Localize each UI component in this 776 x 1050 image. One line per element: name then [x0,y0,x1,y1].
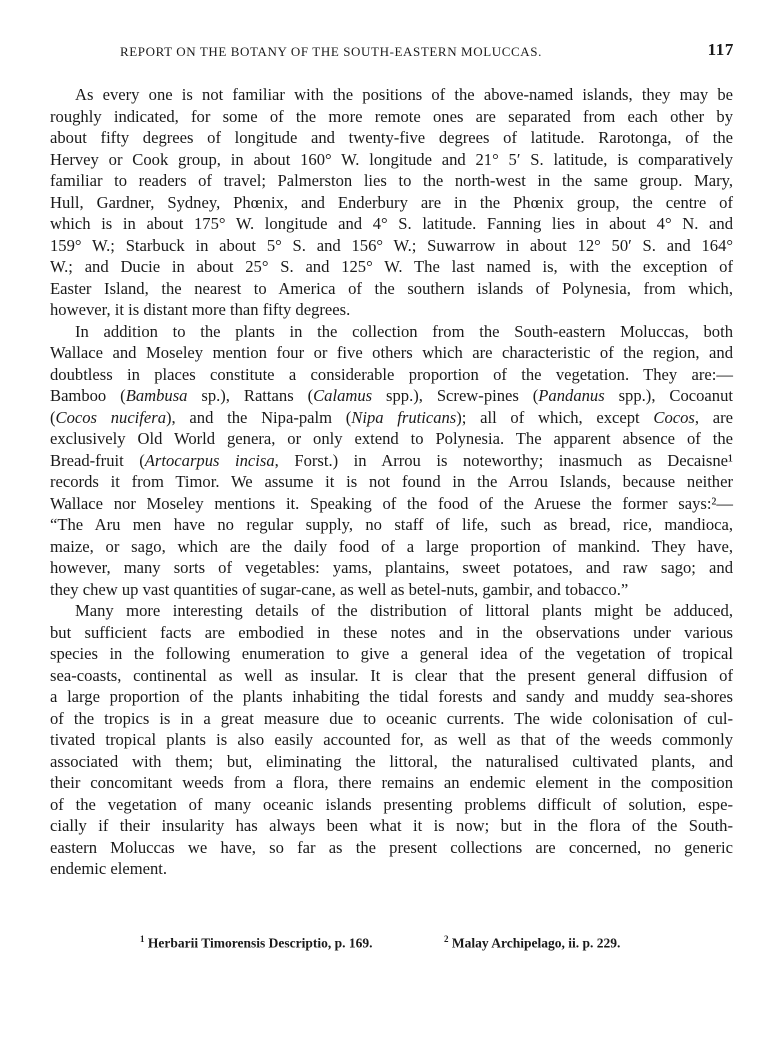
text-line: which is in about 175° W. longitude and 4° S. latitude. Fanning lies in about 4° N. and [50,214,733,233]
text-line: exclusively Old World genera, or only extend to Polynesia. The apparent absence of the [50,429,733,448]
footnote-1 [140,934,373,952]
footnote-text: Malay Archipelago, ii. p. 229. [451,935,621,951]
text-line: but sufficient facts are embodied in these notes and in the observations under various [50,622,733,642]
text-line: a large proportion of the plants inhabiting the tidal forests and sandy and muddy sea-shores [50,687,733,706]
text-line: Hervey or Cook group, in about 160° W. longitude and 21° 5′ S. latitude, is comparatively [50,149,733,169]
text-line: 159° W.; Starbuck in about 5° S. and 156° W.; Suwarrow in about 12° 50′ S. and 164° [50,235,733,255]
text-line: Wallace and Moseley mention four or five others which are characteristic of the region, and [50,343,733,362]
text-line: records it from Timor. We assume it is not found in the Arrou Islands, because neither [50,472,733,491]
footnote-mark: 2 [444,934,449,944]
text-line: eastern Moluccas we have, so far as the present collections are concerned, no generic [50,837,733,857]
text-line: cially if their insularity has always been what it is now; but in the flora of the South- [50,816,733,835]
text-line: doubtless in places constitute a considerable proportion of the vegetation. They are:— [50,364,733,384]
paragraph [50,600,733,880]
text-line: of the tropics is in a great measure due to oceanic currents. The wide colonisation of cul- [50,708,733,728]
text-line: Bamboo (Bambusa sp.), Rattans (Calamus spp.), Screw-pines (Pandanus spp.), Cocoanut [50,386,733,405]
footnote-text: Herbarii Timorensis Descriptio, p. 169. [147,935,373,951]
text-line: Hull, Gardner, Sydney, Phœnix, and Enderbury are in the Phœnix group, the centre of [50,192,733,212]
text-line: they chew up vast quantities of sugar-cane, as well as betel-nuts, gambir, and tobacco.” [50,579,629,599]
text-line: tivated tropical plants is also easily accounted for, as well as that of the weeds commonly [50,730,733,749]
text-line: Bread-fruit (Artocarpus incisa, Forst.) in Arrou is noteworthy; inasmuch as Decaisne¹ [50,450,734,470]
text-line: roughly indicated, for some of the more remote ones are separated from each other by [50,106,733,126]
text-line: In addition to the plants in the collection from the South-eastern Moluccas, both [75,321,733,341]
text-line: however, it is distant more than fifty degrees. [50,300,351,319]
text-line: sea-coasts, continental as well as insular. It is clear that the present general diffusion of [50,665,733,685]
text-line: maize, or sago, which are the daily food of a large proportion of mankind. They have, [50,536,733,556]
text-line: (Cocos nucifera), and the Nipa-palm (Nipa fruticans); all of which, except Cocos, are [50,407,733,427]
text-line: W.; and Ducie in about 25° S. and 125° W. The last named is, with the exception of [50,257,733,276]
footnote-2 [444,934,620,952]
text-line: about fifty degrees of longitude and twenty-five degrees of latitude. Rarotonga, of the [50,128,733,147]
text-line: As every one is not familiar with the positions of the above-named islands, they may be [75,85,733,104]
paragraph [50,321,733,601]
body-text [50,84,733,880]
text-line: “The Aru men have no regular supply, no staff of life, such as bread, rice, mandioca, [50,515,733,534]
text-line: of the vegetation of many oceanic islands presenting problems difficult of solution, espe- [50,794,733,814]
running-title: REPORT ON THE BOTANY OF THE SOUTH-EASTERN MOLUCCAS. [120,44,542,59]
text-line: familiar to readers of travel; Palmerston lies to the north-west in the same group. Mary, [50,171,733,190]
text-line: species in the following enumeration to give a general idea of the vegetation of tropical [50,644,733,663]
paragraph [50,84,733,321]
text-line: however, many sorts of vegetables: yams, plantains, sweet potatoes, and raw sago; and [50,558,733,577]
text-line: Many more interesting details of the distribution of littoral plants might be adduced, [75,601,733,620]
text-line: associated with them; but, eliminating the littoral, the naturalised cultivated plants, and [50,751,733,771]
text-line: endemic element. [50,859,168,878]
text-line: their concomitant weeds from a flora, there remains an endemic element in the composition [50,773,733,792]
text-line: Easter Island, the nearest to America of the southern islands of Polynesia, from which, [50,278,733,298]
text-line: Wallace nor Moseley mentions it. Speaking of the food of the Aruese the former says:²— [50,493,733,513]
page-number: 117 [707,40,734,59]
footnote-mark: 1 [140,934,145,944]
